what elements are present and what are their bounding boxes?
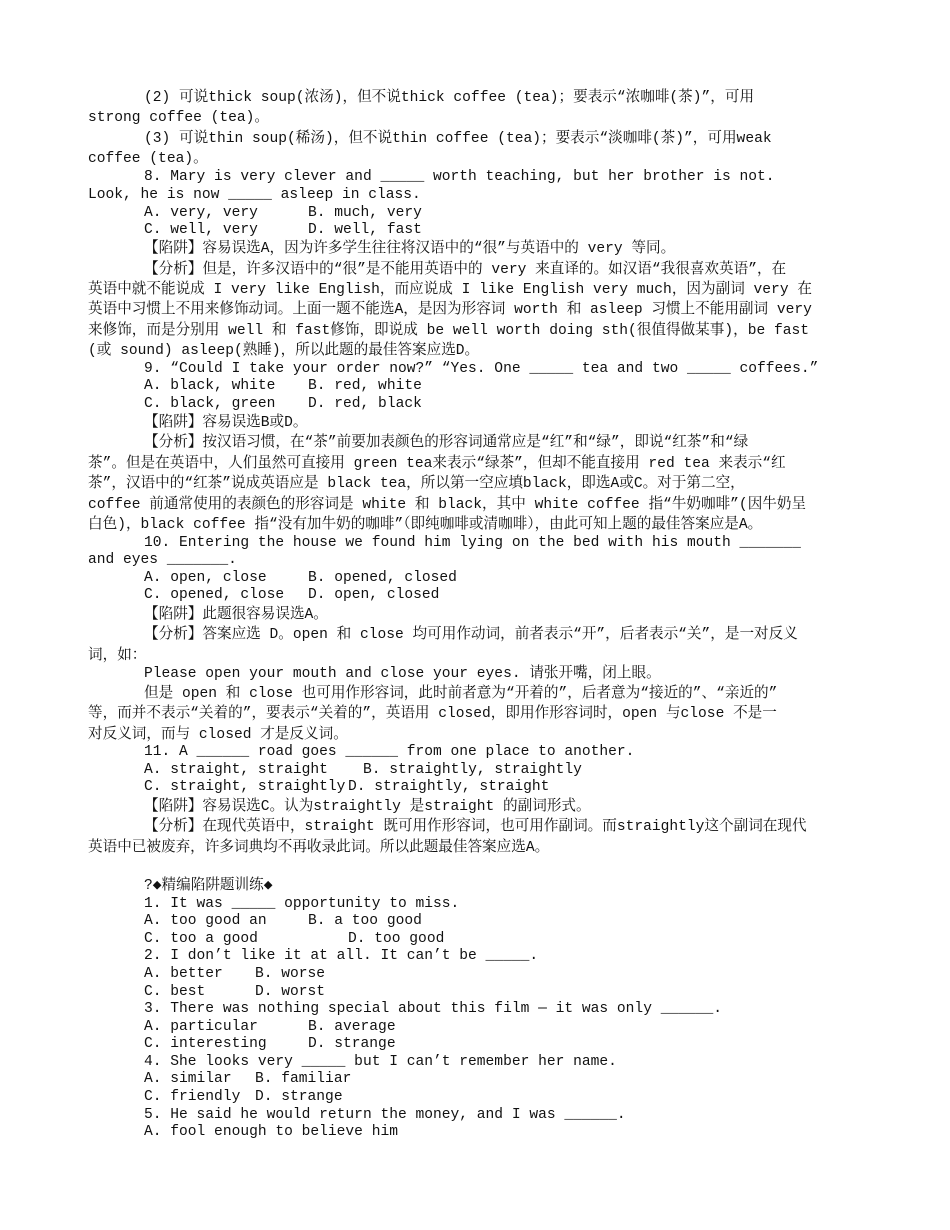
analysis-line: 词，如： bbox=[88, 648, 147, 664]
option: A. better bbox=[144, 966, 223, 982]
question-11-stem: 11. A ______ road goes ______ from one place to another. bbox=[144, 744, 635, 760]
option: A. too good an bbox=[144, 913, 267, 929]
question-8-stem-cont: Look, he is now _____ asleep in class. bbox=[88, 187, 421, 203]
option: B. average bbox=[308, 1019, 396, 1035]
q8-options-row-1 bbox=[0, 205, 950, 223]
text-line: (2) 可说thick soup(浓汤)，但不说thick coffee (tea)；要表示“浓咖啡(茶)”，可用 bbox=[144, 90, 755, 106]
option: B. much, very bbox=[308, 205, 422, 221]
analysis-line: 白色)，black coffee 指“没有加牛奶的咖啡”（即纯咖啡或清咖啡），由此可知上题的最佳答案应是A。 bbox=[88, 517, 763, 533]
analysis-line: 英语中习惯上不用来修饰动词。上面一题不能选A，是因为形容词 worth 和 asleep 习惯上不能用副词 very bbox=[88, 302, 812, 318]
analysis-line: 【分析】在现代英语中，straight 既可用作形容词，也可用作副词。而straightly这个副词在现代 bbox=[144, 819, 807, 835]
option: A. similar bbox=[144, 1071, 232, 1087]
analysis-line: 【分析】按汉语习惯，在“茶”前要加表颜色的形容词通常应是“红”和“绿”，即说“红茶”和“绿 bbox=[144, 435, 749, 451]
trap-note: 【陷阱】容易误选C。认为straightly 是straight 的副词形式。 bbox=[144, 799, 591, 815]
trap-note: 【陷阱】此题很容易误选A。 bbox=[144, 607, 328, 623]
question-10-stem: 10. Entering the house we found him lying on the bed with his mouth _______ bbox=[144, 535, 801, 551]
option: D. too good bbox=[348, 931, 445, 947]
analysis-line: 但是 open 和 close 也可用作形容词，此时前者意为“开着的”，后者意为“接近的”、“亲近的” bbox=[144, 686, 778, 702]
example-sentence: Please open your mouth and close your eyes. 请张开嘴，闭上眼。 bbox=[144, 666, 661, 682]
option: C. friendly bbox=[144, 1089, 241, 1105]
option: D. straightly, straight bbox=[348, 779, 550, 795]
option: B. a too good bbox=[308, 913, 422, 929]
t4-options-row-1 bbox=[0, 1071, 950, 1089]
question-10-stem-cont: and eyes _______. bbox=[88, 552, 237, 568]
option: C. black, green bbox=[144, 396, 276, 412]
option: D. open, closed bbox=[308, 587, 440, 603]
text-line: (3) 可说thin soup(稀汤)，但不说thin coffee (tea)；要表示“淡咖啡(茶)”，可用weak bbox=[144, 131, 772, 147]
q8-options-row-2 bbox=[0, 222, 950, 240]
analysis-line: 【分析】答案应选 D。open 和 close 均可用作动词，前者表示“开”，后者表示“关”，是一对反义 bbox=[144, 627, 798, 643]
option: B. opened, closed bbox=[308, 570, 457, 586]
t3-options-row-2 bbox=[0, 1036, 950, 1054]
option: C. well, very bbox=[144, 222, 258, 238]
option: A. particular bbox=[144, 1019, 258, 1035]
analysis-line: (或 sound) asleep(熟睡)，所以此题的最佳答案应选D。 bbox=[88, 343, 480, 359]
analysis-line: 英语中就不能说成 I very like English，而应说成 I like English very much，因为副词 very 在 bbox=[88, 282, 812, 298]
t1-options-row-2 bbox=[0, 931, 950, 949]
analysis-line: coffee 前通常使用的表颜色的形容词是 white 和 black，其中 white coffee 指“牛奶咖啡”(因牛奶呈 bbox=[88, 497, 807, 513]
q11-options-row-1 bbox=[0, 762, 950, 780]
t3-options-row-1 bbox=[0, 1019, 950, 1037]
analysis-line: 茶”。但是在英语中，人们虽然可直接用 green tea来表示“绿茶”，但却不能直接用 red tea 来表示“红 bbox=[88, 456, 786, 472]
q11-options-row-2 bbox=[0, 779, 950, 797]
section-heading: ?◆精编陷阱题训练◆ bbox=[144, 878, 273, 894]
option: D. worst bbox=[255, 984, 326, 1000]
option: A. straight, straight bbox=[144, 762, 328, 778]
analysis-line: 英语中已被废弃，许多词典均不再收录此词。所以此题最佳答案应选A。 bbox=[88, 840, 550, 856]
option: B. familiar bbox=[255, 1071, 352, 1087]
option: A. fool enough to believe him bbox=[144, 1124, 398, 1140]
q10-options-row-1 bbox=[0, 570, 950, 588]
exercise-5-stem: 5. He said he would return the money, and I was ______. bbox=[144, 1107, 626, 1123]
option: C. too a good bbox=[144, 931, 258, 947]
analysis-line: 茶”，汉语中的“红茶”说成英语应是 black tea，所以第一空应填black，即选A或C。对于第二空， bbox=[88, 476, 745, 492]
t2-options-row-1 bbox=[0, 966, 950, 984]
option: B. red, white bbox=[308, 378, 422, 394]
text-line: coffee (tea)。 bbox=[88, 151, 208, 167]
text-line: strong coffee (tea)。 bbox=[88, 110, 269, 126]
option: D. strange bbox=[308, 1036, 396, 1052]
t2-options-row-2 bbox=[0, 984, 950, 1002]
option: D. strange bbox=[255, 1089, 343, 1105]
question-8-stem: 8. Mary is very clever and _____ worth teaching, but her brother is not. bbox=[144, 169, 775, 185]
option: D. well, fast bbox=[308, 222, 422, 238]
analysis-line: 来修饰，而是分别用 well 和 fast修饰，即说成 be well worth doing sth(很值得做某事)，be fast bbox=[88, 323, 809, 339]
analysis-line: 等，而并不表示“关着的”，要表示“关着的”，英语用 closed，即用作形容词时，open 与close 不是一 bbox=[88, 706, 777, 722]
q10-options-row-2 bbox=[0, 587, 950, 605]
analysis-line: 【分析】但是，许多汉语中的“很”是不能用英语中的 very 来直译的。如汉语“我很喜欢英语”，在 bbox=[144, 262, 787, 278]
exercise-1-stem: 1. It was _____ opportunity to miss. bbox=[144, 896, 460, 912]
q9-options-row-2 bbox=[0, 396, 950, 414]
t4-options-row-2 bbox=[0, 1089, 950, 1107]
option: C. interesting bbox=[144, 1036, 267, 1052]
option: B. straightly, straightly bbox=[363, 762, 582, 778]
trap-note: 【陷阱】容易误选B或D。 bbox=[144, 415, 308, 431]
t1-options-row-1 bbox=[0, 913, 950, 931]
exercise-2-stem: 2. I don’t like it at all. It can’t be _____. bbox=[144, 948, 539, 964]
option: C. straight, straightly bbox=[144, 779, 346, 795]
question-9-stem: 9. “Could I take your order now?” “Yes. One _____ tea and two _____ coffees.” bbox=[144, 361, 819, 377]
option: D. red, black bbox=[308, 396, 422, 412]
option: A. very, very bbox=[144, 205, 258, 221]
analysis-line: 对反义词，而与 closed 才是反义词。 bbox=[88, 727, 348, 743]
exercise-4-stem: 4. She looks very _____ but I can’t remember her name. bbox=[144, 1054, 617, 1070]
option: B. worse bbox=[255, 966, 326, 982]
q9-options-row-1 bbox=[0, 378, 950, 396]
trap-note: 【陷阱】容易误选A，因为许多学生往往将汉语中的“很”与英语中的 very 等同。 bbox=[144, 241, 676, 257]
option: A. open, close bbox=[144, 570, 267, 586]
option: A. black, white bbox=[144, 378, 276, 394]
exercise-3-stem: 3. There was nothing special about this film — it was only ______. bbox=[144, 1001, 723, 1017]
option: C. opened, close bbox=[144, 587, 285, 603]
option: C. best bbox=[144, 984, 206, 1000]
